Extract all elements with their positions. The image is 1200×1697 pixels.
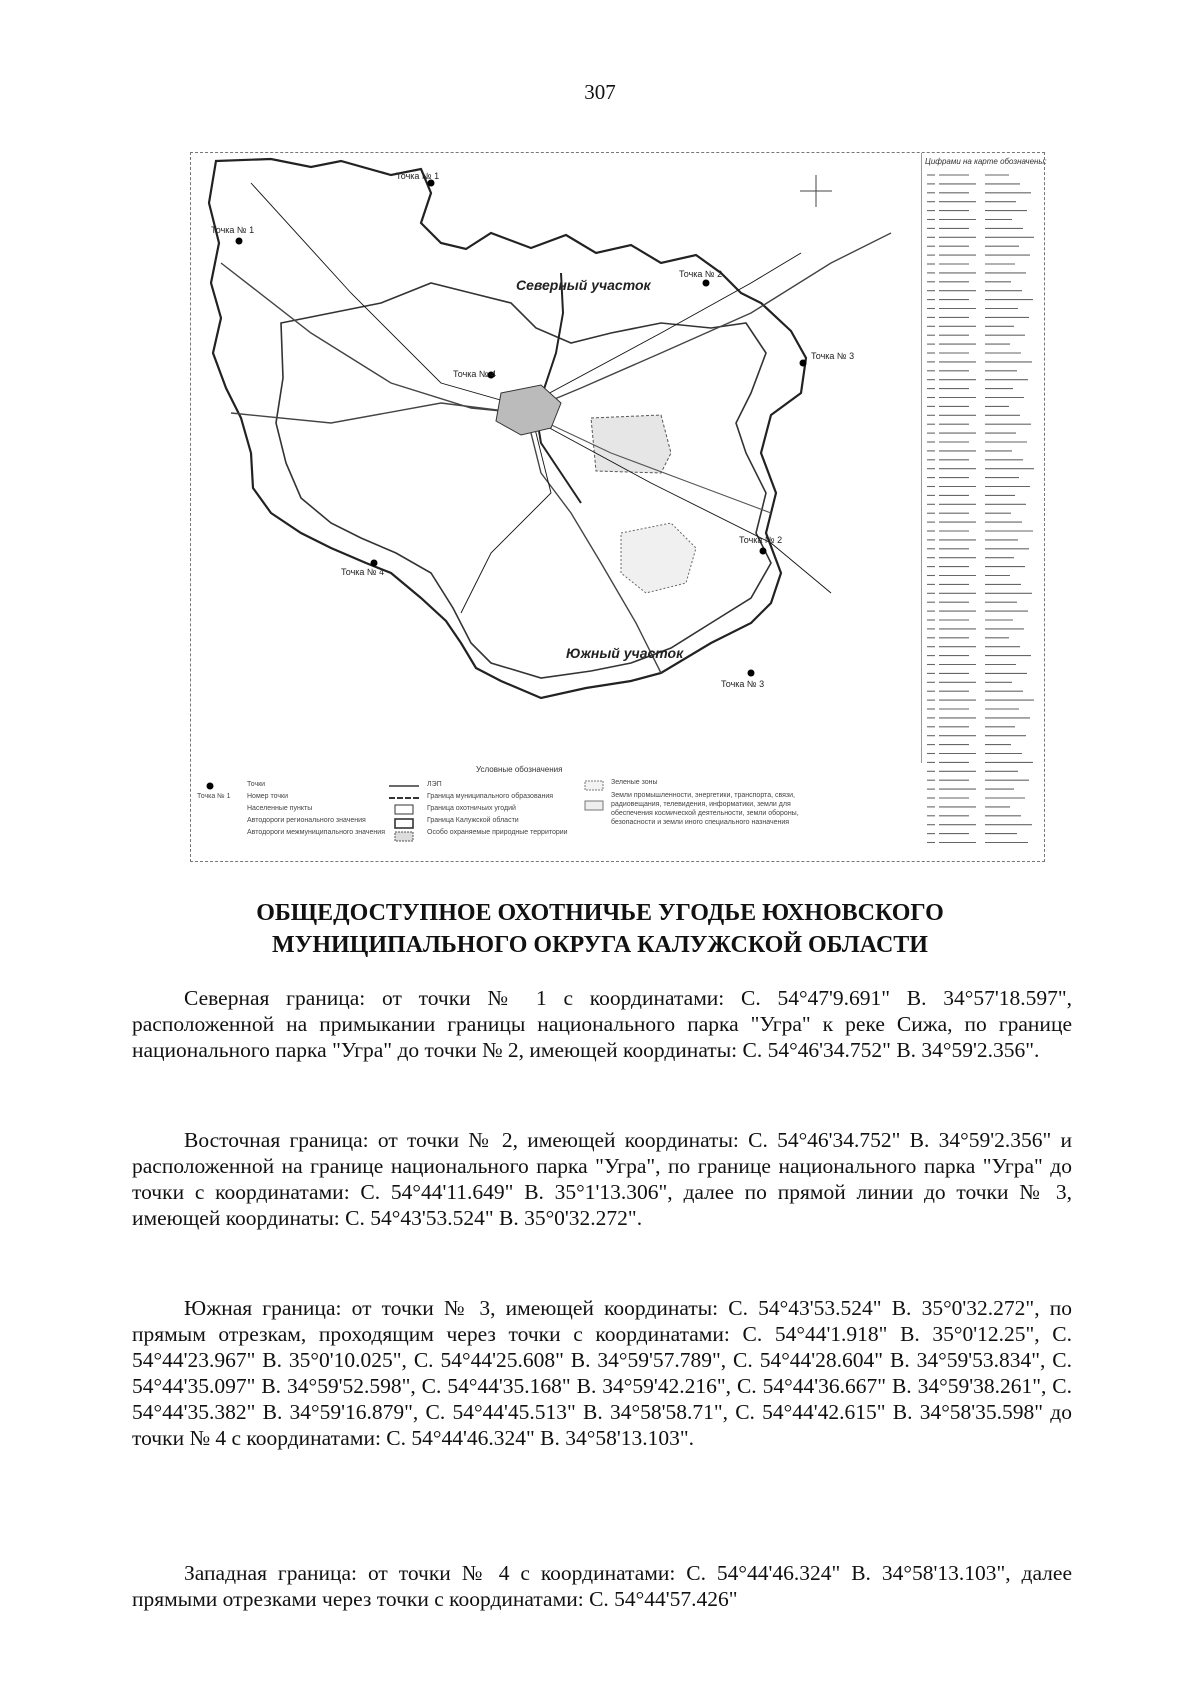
document-title <box>0 897 1200 961</box>
legend-item: Особо охраняемые природные территории <box>427 829 568 836</box>
settlement-list-title: Цифрами на карте обозначены: <box>925 157 1047 166</box>
legend-item: Земли промышленности, энергетики, транспорта, связи, радиовещания, телевидения, информатики, земли для обеспечения космической деятельности, земли обороны, безопасности и земли иного специального назначения <box>611 792 799 826</box>
hunting-ground-map <box>190 152 1045 862</box>
map-label-point: Точка № 3 <box>811 351 855 361</box>
map-label-point: Точка № 1 <box>396 171 440 181</box>
legend-item: Граница Калужской области <box>427 817 519 824</box>
north-boundary-paragraph <box>132 985 1072 1063</box>
document-title-line: ОБЩЕДОСТУПНОЕ ОХОТНИЧЬЕ УГОДЬЕ ЮХНОВСКОГО <box>256 900 944 926</box>
map-label-point: Точка № 3 <box>721 679 765 689</box>
settlement-list <box>923 155 1047 859</box>
west-boundary-paragraph <box>132 1560 1072 1612</box>
power-line <box>531 253 801 403</box>
legend-point-sample: Точка № 1 <box>197 793 231 800</box>
protected-area <box>591 415 671 473</box>
compass-icon <box>800 175 832 207</box>
boundary-point <box>800 360 807 367</box>
district-boundary <box>209 159 806 698</box>
hunting-ground-boundary <box>276 283 771 678</box>
boundary-point <box>703 280 710 287</box>
legend-item: Номер точки <box>247 793 288 800</box>
map-label-north-section: Северный участок <box>516 277 651 293</box>
paragraph-text: Северная граница: от точки № 1 с координатами: С. 54°47'9.691" В. 34°57'18.597", расположенной на примыкании границы национального парка "Угра" к реке Сижа, по границе национального парка "Угра" до точки № 2, имеющей координаты: С. 54°46'34.752" В. 34°59'2.356". <box>132 986 1072 1062</box>
boundary-point <box>760 548 767 555</box>
east-boundary-paragraph <box>132 1127 1072 1231</box>
legend-symbols <box>389 783 419 843</box>
settlement-list-rows <box>927 171 1039 855</box>
green-zone <box>621 523 696 593</box>
legend-item: Точки <box>247 781 266 788</box>
regional-road <box>231 403 521 423</box>
map-label-point: Точка № 1 <box>211 225 255 235</box>
paragraph-text: Западная граница: от точки № 4 с координатами: С. 54°44'46.324" В. 34°58'13.103", далее прямыми отрезками через точки с координатами: С. 54°44'57.426" <box>132 1561 1072 1611</box>
point-icon <box>205 781 215 791</box>
document-title-line: МУНИЦИПАЛЬНОГО ОКРУГА КАЛУЖСКОЙ ОБЛАСТИ <box>272 932 928 958</box>
legend-item: Зеленые зоны <box>611 779 658 786</box>
map-label-point: Точка № 4 <box>453 369 497 379</box>
map-area <box>191 153 922 763</box>
map-label-point: Точка № 2 <box>679 269 723 279</box>
map-label-south-section: Южный участок <box>566 645 684 661</box>
legend-title: Условные обозначения <box>476 765 563 774</box>
south-boundary-paragraph <box>132 1295 1072 1451</box>
legend-item: Граница охотничьих угодий <box>427 805 516 812</box>
boundary-point <box>236 238 243 245</box>
legend-item: Автодороги регионального значения <box>247 817 366 824</box>
legend-symbols <box>583 779 605 819</box>
power-line <box>461 413 551 613</box>
legend-item: Автодороги межмуниципального значения <box>247 829 386 836</box>
legend-item: ЛЭП <box>427 781 442 788</box>
page-number: 307 <box>584 80 616 104</box>
map-label-point: Точка № 2 <box>739 535 783 545</box>
map-drawing <box>191 153 921 763</box>
legend-item: Граница муниципального образования <box>427 793 554 800</box>
paragraph-text: Восточная граница: от точки № 2, имеющей координаты: С. 54°46'34.752" В. 34°59'2.356" и расположенной на границе национального парка "Угра", по границе национального парка "Угра" до точки с координатами: С. 54°44'11.649" В. 35°1'13.306", далее по прямой линии до точки № 3, имеющей координаты: С. 54°43'53.524" В. 35°0'32.272". <box>132 1128 1072 1230</box>
map-label-point: Точка № 4 <box>341 567 385 577</box>
legend-item: Населенные пункты <box>247 805 313 812</box>
boundary-point <box>371 560 378 567</box>
boundary-point <box>748 670 755 677</box>
map-legend <box>191 765 921 861</box>
paragraph-text: Южная граница: от точки № 3, имеющей координаты: С. 54°43'53.524" В. 35°0'32.272", по прямым отрезкам, проходящим через точки с координатами: С. 54°44'1.918" В. 35°0'12.25", С. 54°44'23.967" В. 35°0'10.025", С. 54°44'25.608" В. 34°59'57.789", С. 54°44'28.604" В. 34°59'53.834", С. 54°44'35.097" В. 34°59'52.598", С. 54°44'35.168" В. 34°59'42.216", С. 54°44'36.667" В. 34°59'38.261", С. 54°44'35.382" В. 34°59'16.879", С. 54°44'45.513" В. 34°58'58.71", С. 54°44'42.615" В. 34°58'35.598" до точки № 4 с координатами: С. 54°44'46.324" В. 34°58'13.103". <box>132 1296 1072 1450</box>
